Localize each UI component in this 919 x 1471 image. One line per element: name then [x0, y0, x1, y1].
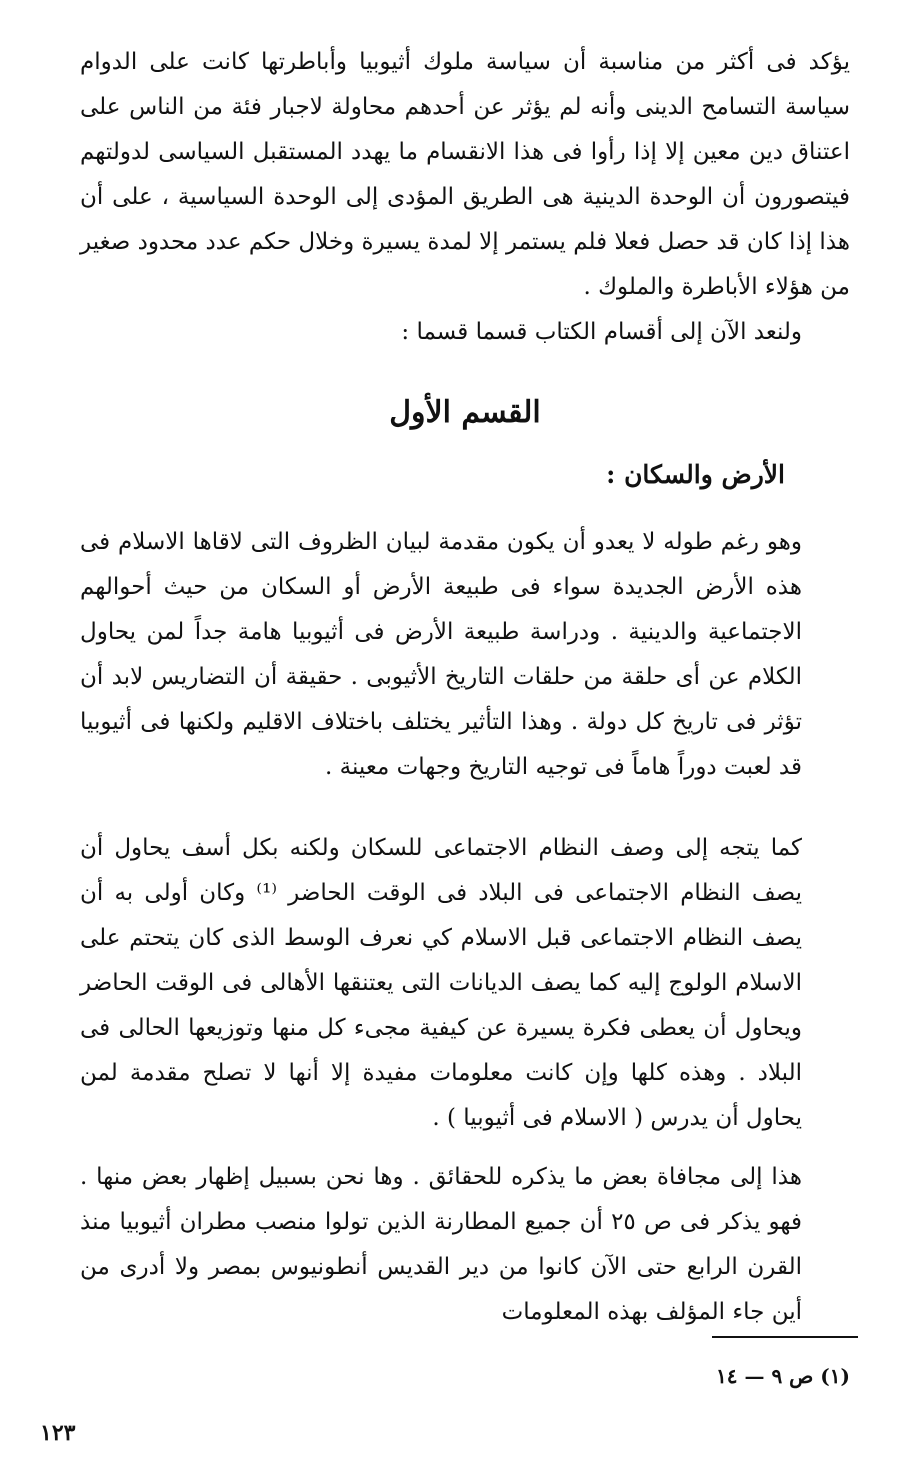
- footnote-divider: [712, 1336, 858, 1338]
- intro-paragraph: يؤكد فى أكثر من مناسبة أن سياسة ملوك أثيوبيا وأباطرتها كانت على الدوام سياسة التسامح الدينى وأنه لم يؤثر عن أحدهم محاولة لاجبار فئة من الناس على اعتناق دين معين إلا إذا رأوا فى هذا الانقسام ما يهدد المستقبل السياسى لدولتهم فيتصورون أن الوحدة الدينية هى الطريق المؤدى إلى الوحدة السياسية ، على أن هذا إذا كان قد حصل فعلا فلم يستمر إلا لمدة يسيرة وخلال حكم عدد محدود صغير من هؤلاء الأباطرة والملوك .: [80, 49, 850, 300]
- paragraph-social-system: [80, 826, 850, 1141]
- paragraph-facts: [80, 1155, 850, 1335]
- footnote: (١) ص ٩ — ١٤: [716, 1364, 850, 1388]
- paragraph-text: هذا إلى مجافاة بعض ما يذكره للحقائق . وها نحن بسبيل إظهار بعض منها . فهو يذكر فى ص ٢٥ أن جميع المطارنة الذين تولوا منصب مطران أثيوبيا منذ القرن الرابع حتى الآن كانوا من دير القديس أنطونيوس بمصر ولا أدرى من أين جاء المؤلف بهذه المعلومات: [80, 1164, 803, 1325]
- intro-closing-line: ولنعد الآن إلى أقسام الكتاب قسما قسما :: [401, 319, 802, 345]
- intro-block: [80, 40, 850, 355]
- paragraph-text: وهو رغم طوله لا يعدو أن يكون مقدمة لبيان الظروف التى لاقاها الاسلام فى هذه الأرض الجديدة سواء فى طبيعة الأرض أو السكان من حيث أحوالهم الاجتماعية والدينية . ودراسة طبيعة الأرض فى أثيوبيا هامة جداً لمن يحاول الكلام عن أى حلقة من حلقات التاريخ الأثيوبى . حقيقة أن التضاريس لابد أن تؤثر فى تاريخ كل دولة . وهذا التأثير يختلف باختلاف الاقليم ولكنها فى أثيوبيا قد لعبت دوراً هاماً فى توجيه التاريخ وجهات معينة .: [80, 529, 802, 780]
- paragraph-land: [80, 520, 850, 790]
- section-subheading: الأرض والسكان :: [606, 460, 785, 489]
- page-number: ١٢٣: [40, 1420, 76, 1446]
- paragraph-text: كما يتجه إلى وصف النظام الاجتماعى للسكان ولكنه بكل أسف يحاول أن يصف النظام الاجتماعى فى البلاد فى الوقت الحاضر ⁽¹⁾ وكان أولى به أن يصف النظام الاجتماعى قبل الاسلام كي نعرف الوسط الذى كان يتحتم على الاسلام الولوج إليه كما يصف الديانات التى يعتنقها الأهالى فى الوقت الحاضر ويحاول أن يعطى فكرة يسيرة عن كيفية مجىء كل منها وتوزيعها الحالى فى البلاد . وهذه كلها وإن كانت معلومات مفيدة إلا أنها لا تصلح مقدمة لمن يحاول أن يدرس ( الاسلام فى أثيوبيا ) .: [80, 835, 802, 1131]
- section-heading: القسم الأول: [389, 395, 541, 430]
